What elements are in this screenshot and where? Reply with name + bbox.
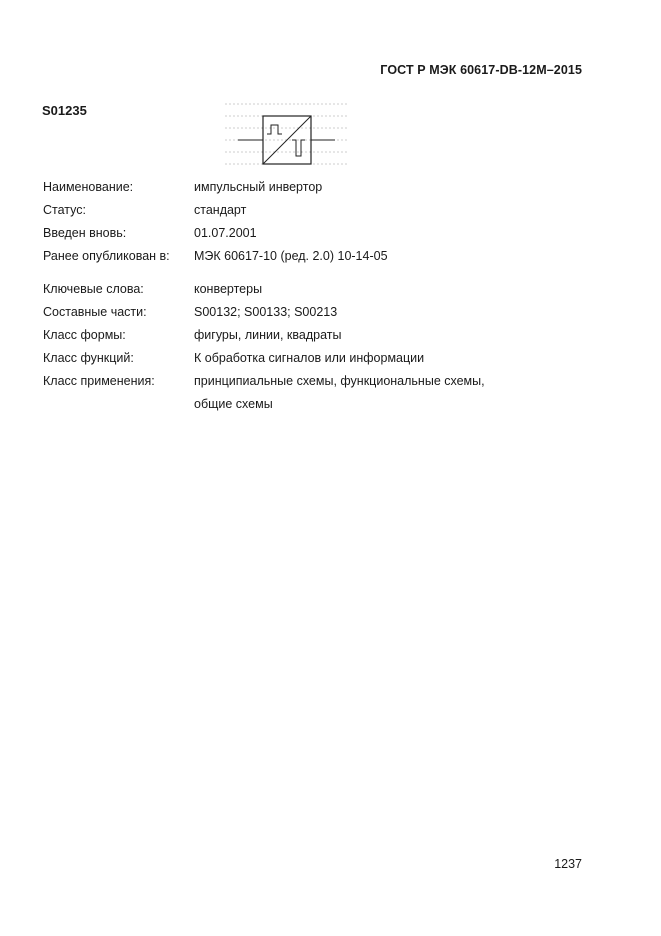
value-keywords: конвертеры <box>194 282 263 296</box>
label-name: Наименование: <box>43 180 134 194</box>
row-status <box>43 201 603 224</box>
value-introduced: 01.07.2001 <box>194 226 257 240</box>
attribute-table <box>43 178 603 418</box>
value-shape-class: фигуры, линии, квадраты <box>194 328 342 342</box>
value-name: импульсный инвертор <box>194 180 323 194</box>
label-status: Статус: <box>43 203 86 217</box>
value-function-class: К обработка сигналов или информации <box>194 351 425 365</box>
label-shape-class: Класс формы: <box>43 328 126 342</box>
label-introduced: Введен вновь: <box>43 226 127 240</box>
row-function-class <box>43 349 603 372</box>
value-previously-published: МЭК 60617-10 (ред. 2.0) 10-14-05 <box>194 249 388 263</box>
value-application-class-continued: общие схемы <box>194 397 273 411</box>
label-function-class: Класс функций: <box>43 351 134 365</box>
row-application-class <box>43 372 603 395</box>
page-number: 1237 <box>554 857 582 871</box>
row-keywords <box>43 280 603 303</box>
standard-header: ГОСТ Р МЭК 60617-DB-12M–2015 <box>380 63 582 77</box>
negative-pulse <box>292 140 305 156</box>
value-application-class: принципиальные схемы, функциональные схемы, <box>194 374 485 388</box>
row-name <box>43 178 603 201</box>
label-previously-published: Ранее опубликован в: <box>43 249 170 263</box>
symbol-figure <box>222 100 352 172</box>
positive-pulse <box>267 125 282 134</box>
symbol-id: S01235 <box>42 103 87 118</box>
value-components: S00132; S00133; S00213 <box>194 305 338 319</box>
label-keywords: Ключевые слова: <box>43 282 144 296</box>
label-application-class: Класс применения: <box>43 374 155 388</box>
value-status: стандарт <box>194 203 247 217</box>
row-components <box>43 303 603 326</box>
row-previously-published <box>43 247 603 270</box>
label-components: Составные части: <box>43 305 147 319</box>
row-application-class-continued <box>43 395 603 418</box>
row-introduced <box>43 224 603 247</box>
row-shape-class <box>43 326 603 349</box>
